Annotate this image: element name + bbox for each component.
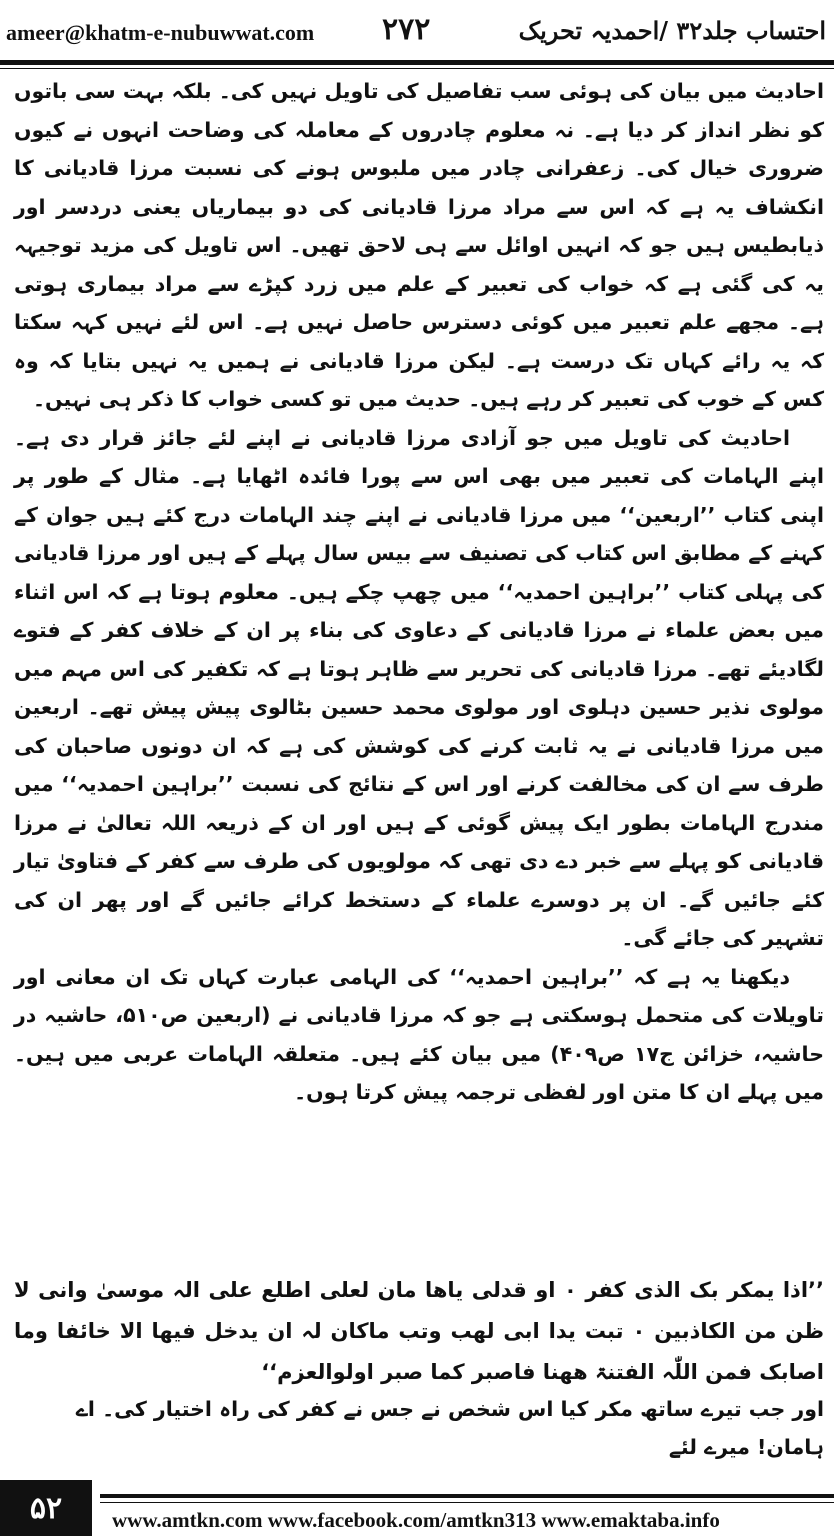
footer-links: www.amtkn.com www.facebook.com/amtkn313 www.emaktaba.info [112,1508,720,1532]
footer-rule-thick [100,1494,834,1498]
header-email: ameer@khatm-e-nubuwwat.com [6,20,315,45]
paragraph-2: احادیث کی تاویل میں جو آزادی مرزا قادیانی نے اپنے لئے جائز قرار دی ہے۔ اپنے الہامات کی تعبیر میں بھی اس سے پورا فائدہ اٹھایا ہے۔ مثال کے طور پر اپنی کتاب ’’اربعین‘‘ میں مرزا قادیانی نے اپنے چند الہامات درج کئے ہیں جوان کے کہنے کے مطابق اس کتاب کی تصنیف سے بیس سال پہلے کے ہیں اور مرزا قادیانی کی پہلی کتاب ’’براہین احمدیہ‘‘ میں چھپ چکے ہیں۔ معلوم ہوتا ہے کہ اس اثناء میں بعض علماء نے مرزا قادیانی کے دعاوی کی بناء پر ان کے خلاف کفر کے فتوے لگادیئے تھے۔ مرزا قادیانی کی تحریر سے ظاہر ہوتا ہے کہ تکفیر کی اس مہم میں مولوی نذیر حسین دہلوی اور مولوی محمد حسین بٹالوی پیش پیش تھے۔ اربعین میں مرزا قادیانی نے یہ ثابت کرنے کی کوشش کی ہے کہ ان دونوں صاحبان کی طرف سے ان کی مخالفت کرنے اور اس کے نتائج کی نسبت ’’براہین احمدیہ‘‘ میں مندرج الہامات بطور ایک پیش گوئی کے ہیں اور ان کے ذریعہ اللہ تعالیٰ نے مرزا قادیانی کو پہلے سے خبر دے دی تھی کہ مولویوں کی طرف سے کفر کے فتاویٰ تیار کئے جائیں گے۔ ان پر دوسرے علماء کے دستخط کرائے جائیں گے اور پھر ان کی تشہیر کی جائے گی۔ [14,425,824,950]
header-rule-thin [0,68,834,69]
page-header [0,0,840,66]
body-text [14,72,824,1112]
header-rule-thick [0,60,834,65]
translation-start: اور جب تیرے ساتھ مکر کیا اس شخص نے جس نے کفر کی راہ اختیار کی۔ اے ہامان! میرے لئے [75,1397,824,1459]
footer-rule-thin [100,1502,834,1503]
paragraph-1: احادیث میں بیان کی ہوئی سب تفاصیل کی تاویل نہیں کی۔ بلکہ بہت سی باتوں کو نظر انداز کر دیا ہے۔ نہ معلوم چادروں کے معاملہ کی وضاحت انہوں نے کیوں ضروری خیال کی۔ زعفرانی چادر میں ملبوس ہونے کی نسبت مرزا قادیانی کا انکشاف یہ ہے کہ اس سے مراد مرزا قادیانی کی دو بیماریاں یعنی دردسر اور ذیابطیس ہیں جو کہ انہیں اوائل سے ہی لاحق تھیں۔ اس تاویل کی مزید توجیہہ یہ کی گئی ہے کہ خواب کی تعبیر کے علم میں زرد کپڑے سے مراد بیماری ہوتی ہے۔ مجھے علم تعبیر میں کوئی دسترس حاصل نہیں ہے۔ اس لئے نہیں کہہ سکتا کہ یہ رائے کہاں تک درست ہے۔ لیکن مرزا قادیانی نے ہمیں یہ نہیں بتایا کہ وہ کس کے خوب کی تعبیر کر رہے ہیں۔ حدیث میں تو کسی خواب کا ذکر ہی نہیں۔ [14,79,824,411]
arabic-quote: ’’اذا یمکر بک الذی کفر ۰ او قدلی یاھا مان لعلی اطلع علی الہ موسیٰ وانی لا ظن من الکاذبین ۰ تبت یدا ابی لھب وتب ماکان لہ ان یدخل فیھا الا خائفا وما اصابک فمن اللّٰہ الفتنۃ ھھنا فاصبر کما صبر اولوالعزم‘‘ [14,1278,824,1384]
paragraph-3: دیکھنا یہ ہے کہ ’’براہین احمدیہ‘‘ کی الہامی عبارت کہاں تک ان معانی اور تاویلات کی متحمل ہوسکتی ہے جو کہ مرزا قادیانی نے (اربعین ص۵۱۰، حاشیہ در حاشیہ، خزائن ج۱۷ ص۴۰۹) میں بیان کئے ہیں۔ متعلقہ الہامات عربی میں ہیں۔ میں پہلے ان کا متن اور لفظی ترجمہ پیش کرتا ہوں۔ [14,964,825,1104]
header-page-number: ۲۷۲ [382,12,431,47]
header-book-title: احتساب جلد۳۲ /احمدیہ تحریک [518,16,826,45]
footer-page-number: ۵۲ [0,1480,92,1536]
